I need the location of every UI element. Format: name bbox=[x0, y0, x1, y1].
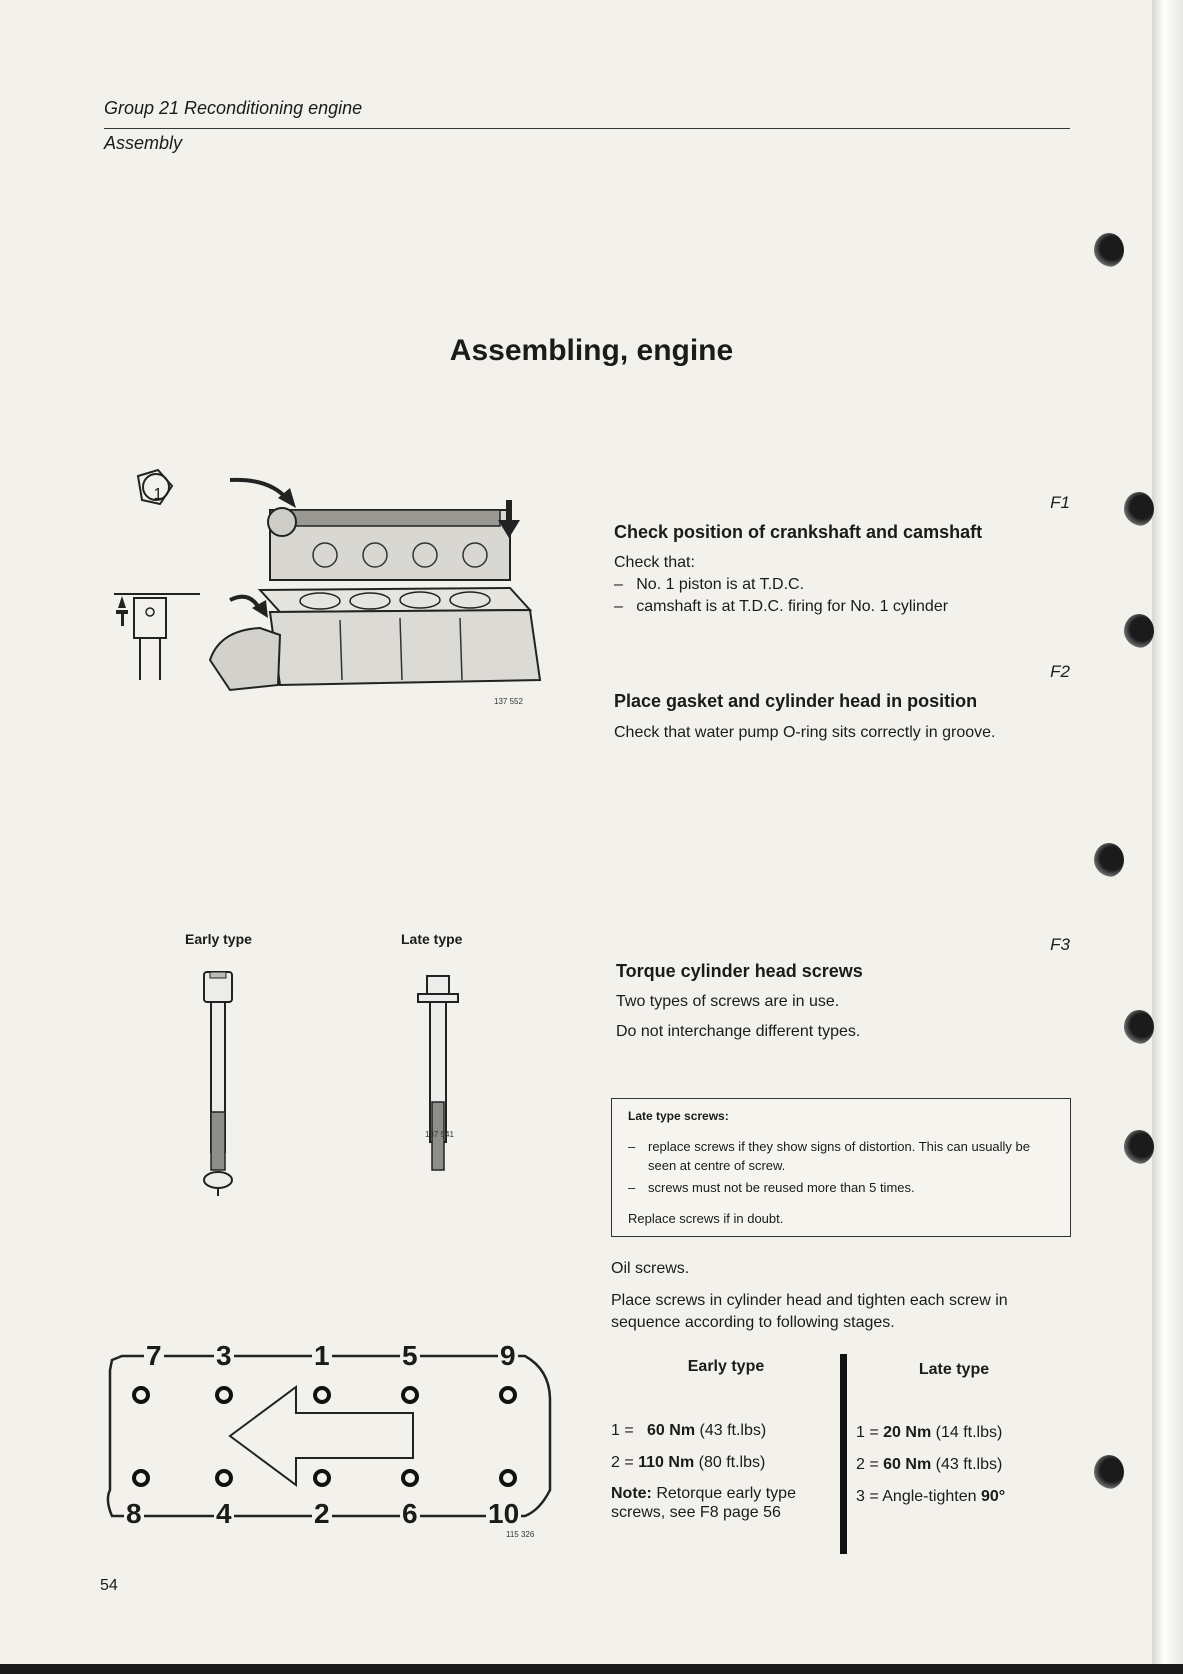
figure-code: 137 552 bbox=[494, 697, 523, 706]
late-stage-1: 1 = 20 Nm (14 ft.lbs) bbox=[856, 1424, 1003, 1441]
f1-body bbox=[614, 552, 1064, 618]
early-stage-1: 1 = 60 Nm (43 ft.lbs) bbox=[611, 1422, 767, 1439]
note-bullet: – replace screws if they show signs of distortion. This can usually be seen at centre of screw. bbox=[628, 1139, 1030, 1173]
page-title: Assembling, engine bbox=[449, 334, 734, 367]
header-divider bbox=[104, 128, 1070, 129]
f1-bullet: – camshaft is at T.D.C. firing for No. 1 cylinder bbox=[614, 598, 949, 615]
sequence-number: 6 bbox=[402, 1498, 418, 1529]
f3-line1: Two types of screws are in use. bbox=[616, 993, 840, 1010]
late-type-label: Late type bbox=[401, 931, 463, 947]
sequence-number: 2 bbox=[314, 1498, 330, 1529]
f1-bullet: – No. 1 piston is at T.D.C. bbox=[614, 576, 805, 593]
note-footer: Replace screws if in doubt. bbox=[628, 1211, 784, 1226]
tightening-instruction: Place screws in cylinder head and tighten each screw in sequence according to following stages. bbox=[611, 1292, 1008, 1331]
column-divider bbox=[840, 1354, 847, 1554]
figure-code: 115 326 bbox=[506, 1530, 535, 1539]
sequence-number: 7 bbox=[146, 1340, 162, 1371]
f2-heading: Place gasket and cylinder head in position bbox=[614, 691, 978, 711]
sequence-number: 5 bbox=[402, 1340, 418, 1371]
early-type-screw bbox=[204, 972, 232, 1196]
engine-head-drawing bbox=[110, 460, 550, 720]
early-type-heading: Early type bbox=[687, 1358, 765, 1375]
sequence-number: 3 bbox=[216, 1340, 232, 1371]
screws-drawing bbox=[180, 962, 480, 1222]
engine-head-illustration bbox=[110, 460, 550, 720]
f1-heading: Check position of crankshaft and camshaft bbox=[614, 522, 983, 542]
binder-hole bbox=[1094, 843, 1124, 877]
early-stage-2: 2 = 110 Nm (80 ft.lbs) bbox=[611, 1454, 766, 1471]
sequence-number: 10 bbox=[488, 1498, 520, 1529]
oil-screws-text: Oil screws. bbox=[611, 1260, 690, 1277]
early-note: Note: Retorque early type screws, see F8 page 56 bbox=[611, 1485, 796, 1521]
note-box-title: Late type screws: bbox=[628, 1109, 729, 1123]
section-tag-f2: F2 bbox=[1050, 662, 1070, 681]
screws-illustration bbox=[180, 962, 480, 1222]
page-number: 54 bbox=[100, 1577, 118, 1594]
tightening-sequence-diagram bbox=[100, 1340, 560, 1530]
binder-hole bbox=[1124, 1010, 1154, 1044]
sequence-number: 8 bbox=[126, 1498, 142, 1529]
figure-code: 137 541 bbox=[425, 1130, 454, 1139]
binder-hole bbox=[1094, 1455, 1124, 1489]
note-bullet: – screws must not be reused more than 5 times. bbox=[628, 1180, 915, 1195]
f3-heading: Torque cylinder head screws bbox=[616, 961, 863, 981]
binder-hole bbox=[1124, 492, 1154, 526]
callout-number: 1 bbox=[153, 486, 163, 503]
late-stage-2: 2 = 60 Nm (43 ft.lbs) bbox=[856, 1456, 1003, 1473]
early-type-label: Early type bbox=[185, 931, 252, 947]
late-stage-3: 3 = Angle-tighten 90° bbox=[856, 1488, 1006, 1505]
late-type-screw bbox=[418, 976, 458, 1170]
section-tag-f3: F3 bbox=[1050, 935, 1070, 954]
f2-text: Check that water pump O-ring sits correctly in groove. bbox=[614, 724, 996, 741]
sequence-number: 4 bbox=[216, 1498, 232, 1529]
binder-hole bbox=[1124, 1130, 1154, 1164]
header-section: Assembly bbox=[104, 133, 183, 153]
bottom-edge bbox=[0, 1664, 1183, 1674]
late-type-heading: Late type bbox=[918, 1361, 990, 1378]
sequence-number: 1 bbox=[314, 1340, 330, 1371]
f3-line2: Do not interchange different types. bbox=[616, 1023, 861, 1040]
page-edge bbox=[1152, 0, 1183, 1674]
binder-hole bbox=[1124, 614, 1154, 648]
f1-intro: Check that: bbox=[614, 554, 695, 571]
sequence-number: 9 bbox=[500, 1340, 516, 1371]
late-screws-note-box bbox=[611, 1098, 1071, 1237]
section-tag-f1: F1 bbox=[1050, 493, 1070, 512]
binder-hole bbox=[1094, 233, 1124, 267]
header-group: Group 21 Reconditioning engine bbox=[104, 98, 363, 118]
